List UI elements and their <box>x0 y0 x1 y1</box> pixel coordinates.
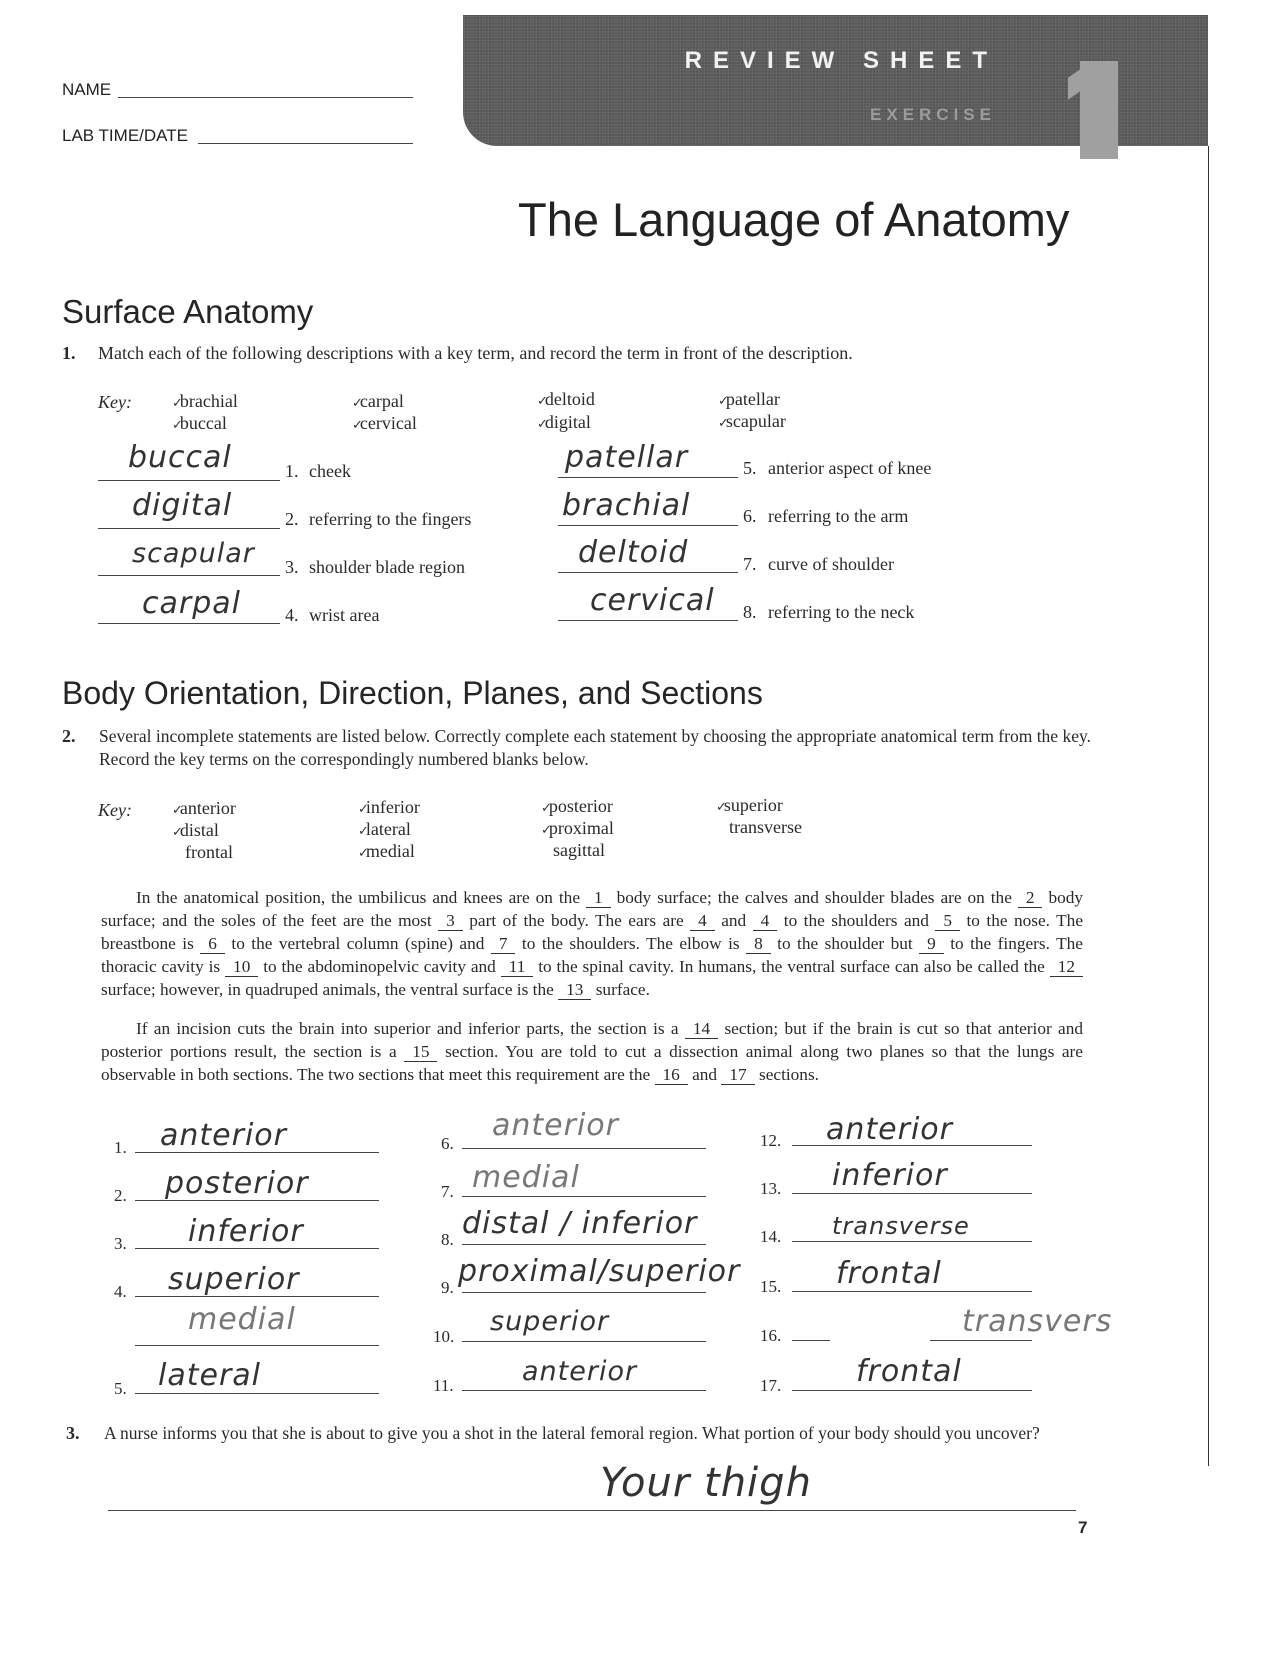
answer-number: 14. <box>760 1227 782 1246</box>
handwritten-answer[interactable]: frontal <box>836 1256 942 1291</box>
page-right-rule <box>1208 146 1209 1466</box>
answer-blank[interactable] <box>558 620 738 621</box>
question-text: Several incomplete statements are listed below. Correctly complete each statement by choosing the appropriate anatomical term from the key. Record the key terms on the correspondingly numbered blanks below. <box>99 726 1091 769</box>
name-field[interactable] <box>118 97 413 98</box>
answer-number: 4. <box>114 1282 127 1301</box>
blank-16: 16 <box>655 1065 688 1085</box>
item-description: cheek <box>309 461 351 481</box>
handwritten-answer[interactable]: inferior <box>832 1158 948 1193</box>
answer-number: 7. <box>441 1182 454 1201</box>
answer-blank[interactable] <box>135 1393 379 1394</box>
handwritten-answer[interactable]: transvers <box>962 1304 1113 1339</box>
item-number: 2. <box>285 509 299 529</box>
handwritten-answer[interactable]: distal / inferior <box>462 1206 698 1241</box>
key-term: ✓inferior <box>358 797 420 817</box>
key-label: Key: <box>98 392 132 412</box>
answer-number: 15. <box>760 1277 782 1296</box>
item-number: 8. <box>743 602 757 622</box>
banner-subtitle: EXERCISE <box>870 105 996 124</box>
answer-blank[interactable] <box>135 1248 379 1249</box>
item-number: 3. <box>285 557 299 577</box>
key-term: ✓proximal <box>541 818 614 838</box>
page-number: 7 <box>1078 1518 1088 1537</box>
answer-blank[interactable] <box>462 1244 706 1245</box>
handwritten-answer[interactable]: anterior <box>826 1112 953 1147</box>
handwritten-answer[interactable]: anterior <box>522 1356 638 1387</box>
handwritten-answer[interactable]: carpal <box>142 586 241 621</box>
check-icon: ✓ <box>541 822 552 837</box>
key-term: ✓posterior <box>541 796 613 816</box>
answer-blank[interactable] <box>930 1340 1032 1341</box>
key-term: ✓patellar <box>718 389 780 409</box>
blank-13: 13 <box>558 980 591 1000</box>
check-icon: ✓ <box>358 801 369 816</box>
answer-number: 3. <box>114 1234 127 1253</box>
blank-4: 4 <box>690 911 715 931</box>
handwritten-answer[interactable]: frontal <box>856 1354 962 1389</box>
answer-number: 9. <box>441 1278 454 1297</box>
key-term: ✓scapular <box>718 411 786 431</box>
handwritten-answer[interactable]: superior <box>490 1306 610 1337</box>
blank-10: 10 <box>225 957 258 977</box>
answer-blank[interactable] <box>135 1296 379 1297</box>
key-term: frontal <box>185 842 233 862</box>
blank-4b: 4 <box>753 911 778 931</box>
handwritten-answer[interactable]: scapular <box>132 538 255 569</box>
blank-17: 17 <box>721 1065 754 1085</box>
answer-number: 8. <box>441 1230 454 1249</box>
question-text: A nurse informs you that she is about to give you a shot in the lateral femoral region. What portion of your body should you uncover? <box>104 1423 1040 1443</box>
check-icon: ✓ <box>537 393 548 408</box>
name-label: NAME <box>62 80 112 99</box>
check-icon: ✓ <box>718 415 729 430</box>
answer-number: 1. <box>114 1138 127 1157</box>
answer-blank[interactable] <box>558 572 738 573</box>
answer-blank[interactable] <box>98 623 280 624</box>
page-title: The Language of Anatomy <box>518 193 1070 246</box>
key-term: ✓superior <box>716 795 783 815</box>
answer-blank[interactable] <box>558 477 738 478</box>
check-icon: ✓ <box>716 799 727 814</box>
item-number: 6. <box>743 506 757 526</box>
check-icon: ✓ <box>172 395 183 410</box>
answer-number: 2. <box>114 1186 127 1205</box>
handwritten-answer[interactable]: patellar <box>565 440 689 475</box>
answer-blank[interactable] <box>462 1148 706 1149</box>
item-description: anterior aspect of knee <box>768 458 932 478</box>
item-description: shoulder blade region <box>309 557 465 577</box>
answer-blank[interactable] <box>462 1292 706 1293</box>
section-heading-body-orientation: Body Orientation, Direction, Planes, and Sections <box>62 675 763 711</box>
answer-number: 5. <box>114 1379 127 1398</box>
answer-number: 13. <box>760 1179 782 1198</box>
item-number: 1. <box>285 461 299 481</box>
answer-number: 17. <box>760 1376 782 1395</box>
banner-title: REVIEW SHEET <box>684 47 998 74</box>
lab-time-label: LAB TIME/DATE <box>62 126 188 145</box>
answer-number: 16. <box>760 1326 782 1345</box>
key-term: ✓medial <box>358 841 415 861</box>
answer-blank[interactable] <box>792 1291 1032 1292</box>
item-description: referring to the neck <box>768 602 915 622</box>
answer-blank[interactable] <box>135 1152 379 1153</box>
item-description: curve of shoulder <box>768 554 894 574</box>
answer-blank[interactable] <box>462 1390 706 1391</box>
blank-8: 8 <box>746 934 771 954</box>
check-icon: ✓ <box>352 417 363 432</box>
answer-blank[interactable] <box>135 1200 379 1201</box>
blank-5: 5 <box>935 911 960 931</box>
blank-15: 15 <box>404 1042 437 1062</box>
key-term: ✓cervical <box>352 413 417 433</box>
key-term: ✓digital <box>537 412 591 432</box>
key-term: ✓distal <box>172 820 219 840</box>
question-number: 3. <box>66 1423 80 1443</box>
key-term: ✓buccal <box>172 413 227 433</box>
item-number: 7. <box>743 554 757 574</box>
answer-blank[interactable] <box>108 1510 1076 1511</box>
blank-3: 3 <box>438 911 463 931</box>
exercise-number-glyph <box>1080 61 1118 159</box>
answer-number: 10. <box>433 1327 455 1346</box>
key-term: ✓carpal <box>352 391 404 411</box>
answer-blank[interactable] <box>558 525 738 526</box>
item-number: 4. <box>285 605 299 625</box>
handwritten-answer-extra[interactable]: medial <box>188 1302 296 1337</box>
answer-number: 12. <box>760 1131 782 1150</box>
handwritten-answer[interactable]: transverse <box>832 1212 970 1240</box>
key-term: ✓brachial <box>172 391 238 411</box>
blank-6: 6 <box>200 934 225 954</box>
handwritten-answer[interactable]: Your thigh <box>600 1460 812 1506</box>
key-term: sagittal <box>553 840 605 860</box>
answer-blank[interactable] <box>98 528 280 529</box>
blank-12: 12 <box>1050 957 1083 977</box>
question-number: 2. <box>62 726 76 746</box>
answer-blank[interactable] <box>98 575 280 576</box>
check-icon: ✓ <box>537 416 548 431</box>
answer-number: 11. <box>433 1376 454 1395</box>
key-term: ✓lateral <box>358 819 411 839</box>
item-description: wrist area <box>309 605 380 625</box>
handwritten-answer[interactable]: posterior <box>165 1166 309 1201</box>
check-icon: ✓ <box>358 845 369 860</box>
statement-paragraph-2: If an incision cuts the brain into superior and inferior parts, the section is a 14 section; but if the brain is cut so that anterior and posterior portions result, the section is a 15 section. You are told to cut a dissection animal along two planes so that the lungs are observable in both sections. The two sections that meet this requirement are the 16 and 17 sections. <box>101 1019 1083 1084</box>
key-term: ✓deltoid <box>537 389 595 409</box>
handwritten-answer[interactable]: buccal <box>128 440 232 475</box>
blank-2: 2 <box>1018 888 1043 908</box>
handwritten-answer[interactable]: brachial <box>562 488 691 523</box>
handwritten-answer[interactable]: lateral <box>158 1358 261 1393</box>
section-heading-surface-anatomy: Surface Anatomy <box>62 293 314 330</box>
handwritten-answer[interactable]: deltoid <box>578 535 689 570</box>
handwritten-answer[interactable]: superior <box>168 1262 300 1297</box>
answer-blank[interactable] <box>462 1196 706 1197</box>
check-icon: ✓ <box>172 802 183 817</box>
blank-14: 14 <box>685 1019 718 1039</box>
question-text: Match each of the following descriptions with a key term, and record the term in front of the description. <box>98 343 853 363</box>
answer-blank[interactable] <box>792 1145 1032 1146</box>
blank-7: 7 <box>491 934 516 954</box>
answer-blank[interactable] <box>792 1340 830 1341</box>
key-term: transverse <box>729 817 802 837</box>
item-number: 5. <box>743 458 757 478</box>
handwritten-answer[interactable]: proximal/superior <box>458 1254 741 1289</box>
item-description: referring to the arm <box>768 506 909 526</box>
check-icon: ✓ <box>541 800 552 815</box>
handwritten-answer[interactable]: inferior <box>188 1214 304 1249</box>
key-label: Key: <box>98 800 132 820</box>
blank-11: 11 <box>501 957 534 977</box>
answer-blank[interactable] <box>792 1241 1032 1242</box>
answer-number: 6. <box>441 1134 454 1153</box>
check-icon: ✓ <box>352 395 363 410</box>
review-sheet-banner <box>463 15 1208 146</box>
handwritten-answer[interactable]: digital <box>132 488 233 523</box>
check-icon: ✓ <box>358 823 369 838</box>
handwritten-answer[interactable]: medial <box>472 1160 580 1195</box>
answer-blank[interactable] <box>98 480 280 481</box>
handwritten-answer[interactable]: anterior <box>492 1108 619 1143</box>
answer-blank[interactable] <box>462 1341 706 1342</box>
blank-9: 9 <box>919 934 944 954</box>
check-icon: ✓ <box>172 824 183 839</box>
check-icon: ✓ <box>718 393 729 408</box>
question-number: 1. <box>62 343 76 363</box>
key-term: ✓anterior <box>172 798 236 818</box>
answer-blank[interactable] <box>135 1345 379 1346</box>
answer-blank[interactable] <box>792 1390 1032 1391</box>
lab-time-field[interactable] <box>198 143 413 144</box>
answer-blank[interactable] <box>792 1193 1032 1194</box>
handwritten-answer[interactable]: cervical <box>590 583 715 618</box>
check-icon: ✓ <box>172 417 183 432</box>
handwritten-answer[interactable]: anterior <box>160 1118 287 1153</box>
item-description: referring to the fingers <box>309 509 472 529</box>
blank-1: 1 <box>586 888 611 908</box>
statement-paragraph-1: In the anatomical position, the umbilicus and knees are on the 1 body surface; the calves and shoulder blades are on the 2 body surface; and the soles of the feet are the most 3 part of the body. The ears are 4 and 4 to the shoulders and 5 to the nose. The breastbone is 6 to the vertebral column (spine) and 7 to the shoulders. The elbow is 8 to the shoulder but 9 to the fingers. The thoracic cavity is 10 to the abdominopelvic cavity and 11 to the spinal cavity. In humans, the ventral surface can also be called the 12 surface; however, in quadruped animals, the ventral surface is the 13 surface. <box>101 888 1084 999</box>
